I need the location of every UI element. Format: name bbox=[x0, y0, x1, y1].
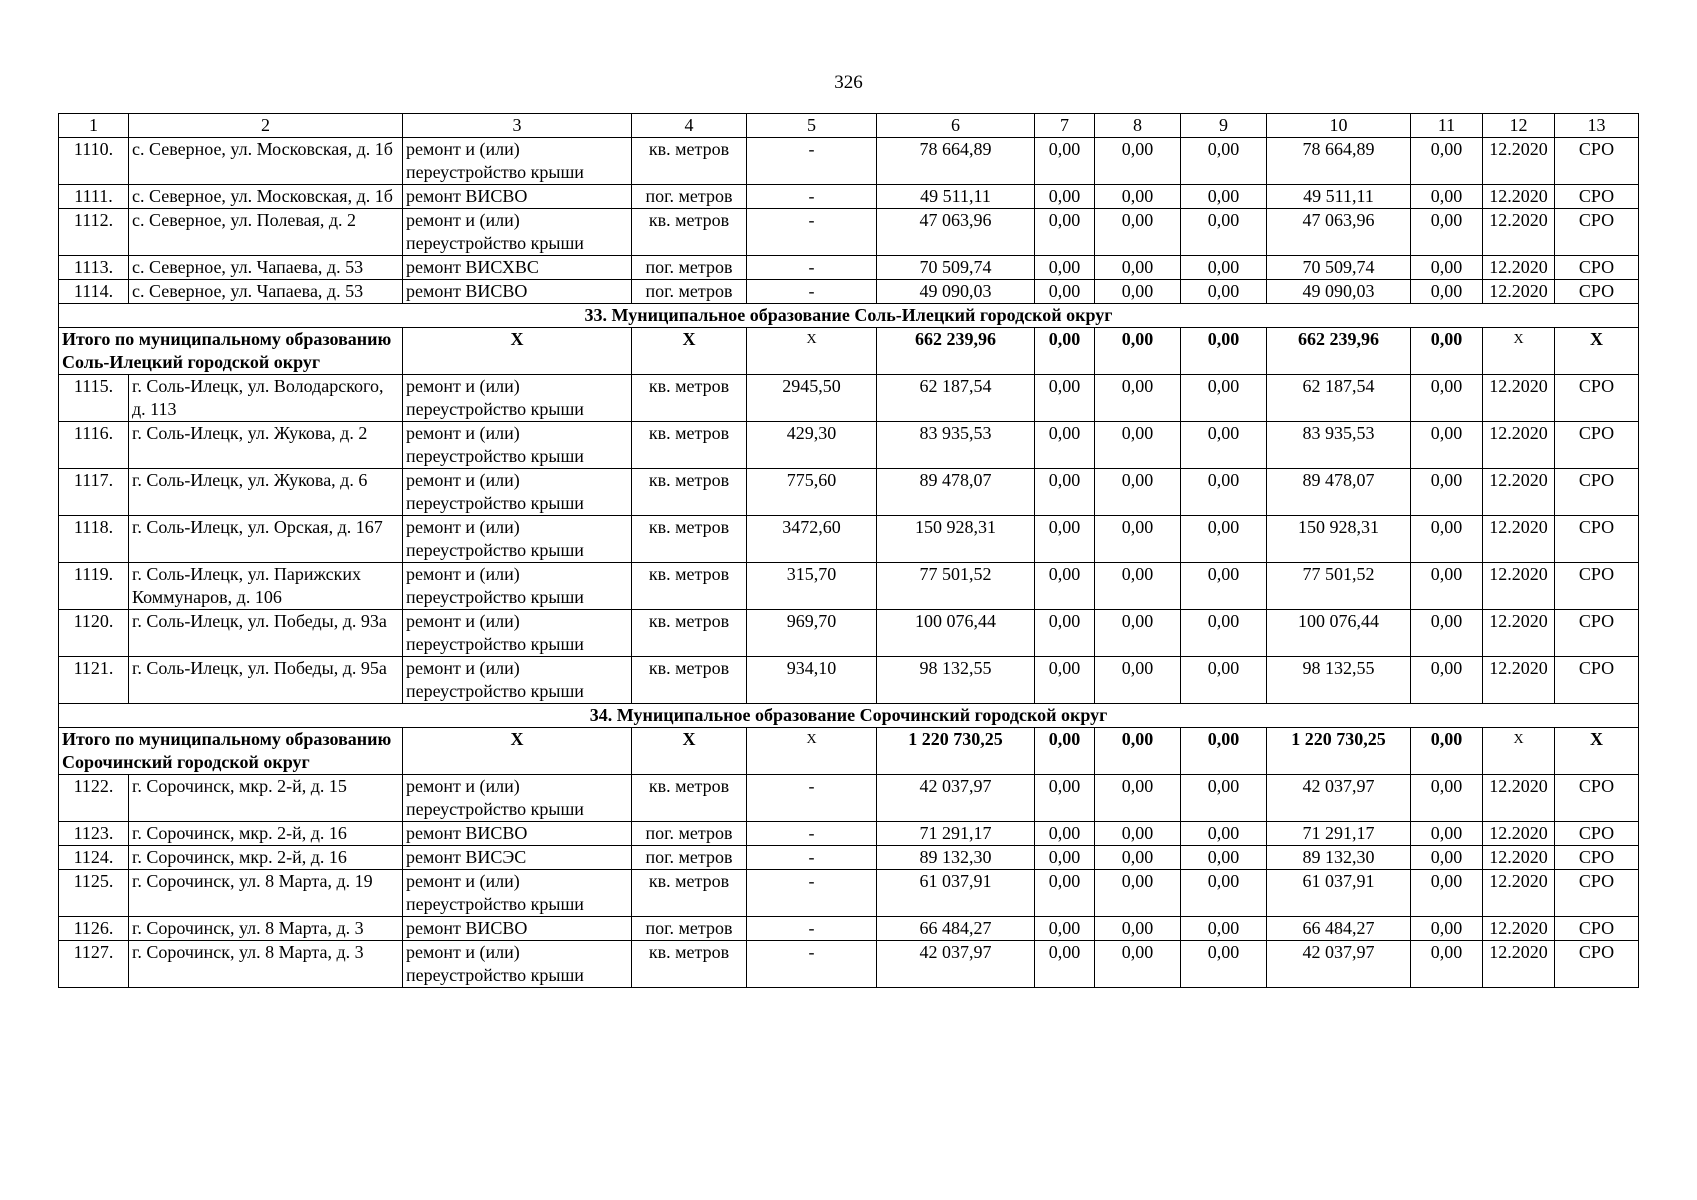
cost-total-cell: 100 076,44 bbox=[877, 610, 1035, 657]
cost-fund-cell: 62 187,54 bbox=[1267, 375, 1411, 422]
table-row bbox=[59, 870, 1639, 917]
cost-fund-cell: 78 664,89 bbox=[1267, 138, 1411, 185]
cost-cell: 0,00 bbox=[1035, 917, 1095, 941]
unit-cell: кв. метров bbox=[632, 516, 747, 563]
unit-cell: кв. метров bbox=[632, 138, 747, 185]
method-cell: СРО bbox=[1555, 846, 1639, 870]
total-cell: 0,00 bbox=[1411, 728, 1483, 775]
cost-cell: 0,00 bbox=[1181, 256, 1267, 280]
quantity-cell: - bbox=[747, 846, 877, 870]
table-row bbox=[59, 469, 1639, 516]
total-cell: X bbox=[747, 728, 877, 775]
cost-cell: 0,00 bbox=[1095, 375, 1181, 422]
cost-cell: 0,00 bbox=[1035, 846, 1095, 870]
row-number: 1119. bbox=[59, 563, 129, 610]
table-row bbox=[59, 775, 1639, 822]
cost-cell: 0,00 bbox=[1035, 563, 1095, 610]
cost-cell: 0,00 bbox=[1035, 209, 1095, 256]
deadline-cell: 12.2020 bbox=[1483, 256, 1555, 280]
cost-cell: 0,00 bbox=[1181, 469, 1267, 516]
cost-total-cell: 78 664,89 bbox=[877, 138, 1035, 185]
column-header: 13 bbox=[1555, 114, 1639, 138]
quantity-cell: - bbox=[747, 209, 877, 256]
address-cell: с. Северное, ул. Московская, д. 1б bbox=[129, 138, 403, 185]
method-cell: СРО bbox=[1555, 516, 1639, 563]
table-row bbox=[59, 422, 1639, 469]
cost-cell: 0,00 bbox=[1035, 185, 1095, 209]
section-heading-row bbox=[59, 704, 1639, 728]
cost-fund-cell: 83 935,53 bbox=[1267, 422, 1411, 469]
cost-cell: 0,00 bbox=[1095, 563, 1181, 610]
cost-fund-cell: 49 511,11 bbox=[1267, 185, 1411, 209]
column-header: 5 bbox=[747, 114, 877, 138]
unit-cell: кв. метров bbox=[632, 469, 747, 516]
cost-cell: 0,00 bbox=[1035, 256, 1095, 280]
row-number: 1112. bbox=[59, 209, 129, 256]
cost-cell: 0,00 bbox=[1035, 280, 1095, 304]
unit-cell: кв. метров bbox=[632, 610, 747, 657]
row-number: 1115. bbox=[59, 375, 129, 422]
method-cell: СРО bbox=[1555, 917, 1639, 941]
table-row bbox=[59, 138, 1639, 185]
cost-cell: 0,00 bbox=[1035, 469, 1095, 516]
table-row bbox=[59, 917, 1639, 941]
address-cell: с. Северное, ул. Чапаева, д. 53 bbox=[129, 280, 403, 304]
quantity-cell: 969,70 bbox=[747, 610, 877, 657]
method-cell: СРО bbox=[1555, 209, 1639, 256]
cost-cell: 0,00 bbox=[1181, 563, 1267, 610]
address-cell: г. Соль-Илецк, ул. Жукова, д. 2 bbox=[129, 422, 403, 469]
section-title: 33. Муниципальное образование Соль-Илецкий городской округ bbox=[59, 304, 1639, 328]
total-cell: X bbox=[403, 328, 632, 375]
cost-cell: 0,00 bbox=[1411, 775, 1483, 822]
cost-cell: 0,00 bbox=[1035, 138, 1095, 185]
cost-fund-cell: 100 076,44 bbox=[1267, 610, 1411, 657]
cost-cell: 0,00 bbox=[1035, 516, 1095, 563]
method-cell: СРО bbox=[1555, 941, 1639, 988]
unit-cell: кв. метров bbox=[632, 209, 747, 256]
row-number: 1110. bbox=[59, 138, 129, 185]
method-cell: СРО bbox=[1555, 563, 1639, 610]
cost-fund-cell: 66 484,27 bbox=[1267, 917, 1411, 941]
cost-cell: 0,00 bbox=[1035, 775, 1095, 822]
address-cell: г. Соль-Илецк, ул. Парижских Коммунаров, д. 106 bbox=[129, 563, 403, 610]
address-cell: с. Северное, ул. Чапаева, д. 53 bbox=[129, 256, 403, 280]
quantity-cell: - bbox=[747, 185, 877, 209]
unit-cell: пог. метров bbox=[632, 846, 747, 870]
address-cell: г. Сорочинск, ул. 8 Марта, д. 19 bbox=[129, 870, 403, 917]
cost-cell: 0,00 bbox=[1181, 516, 1267, 563]
work-type-cell: ремонт и (или) переустройство крыши bbox=[403, 610, 632, 657]
deadline-cell: 12.2020 bbox=[1483, 516, 1555, 563]
row-number: 1123. bbox=[59, 822, 129, 846]
row-number: 1122. bbox=[59, 775, 129, 822]
method-cell: СРО bbox=[1555, 469, 1639, 516]
method-cell: СРО bbox=[1555, 822, 1639, 846]
column-header: 6 bbox=[877, 114, 1035, 138]
cost-cell: 0,00 bbox=[1411, 516, 1483, 563]
table-row bbox=[59, 209, 1639, 256]
work-type-cell: ремонт ВИСВО bbox=[403, 822, 632, 846]
unit-cell: кв. метров bbox=[632, 775, 747, 822]
deadline-cell: 12.2020 bbox=[1483, 917, 1555, 941]
cost-total-cell: 70 509,74 bbox=[877, 256, 1035, 280]
cost-cell: 0,00 bbox=[1411, 941, 1483, 988]
cost-fund-cell: 47 063,96 bbox=[1267, 209, 1411, 256]
total-cell: X bbox=[1555, 328, 1639, 375]
work-type-cell: ремонт и (или) переустройство крыши bbox=[403, 469, 632, 516]
work-type-cell: ремонт и (или) переустройство крыши bbox=[403, 138, 632, 185]
deadline-cell: 12.2020 bbox=[1483, 280, 1555, 304]
cost-fund-cell: 71 291,17 bbox=[1267, 822, 1411, 846]
table-row bbox=[59, 280, 1639, 304]
cost-cell: 0,00 bbox=[1095, 610, 1181, 657]
table-row bbox=[59, 563, 1639, 610]
total-cell: X bbox=[747, 328, 877, 375]
total-cell: 0,00 bbox=[1035, 328, 1095, 375]
total-amount: 662 239,96 bbox=[877, 328, 1035, 375]
table-row bbox=[59, 610, 1639, 657]
cost-cell: 0,00 bbox=[1095, 822, 1181, 846]
cost-cell: 0,00 bbox=[1411, 917, 1483, 941]
unit-cell: кв. метров bbox=[632, 375, 747, 422]
row-number: 1111. bbox=[59, 185, 129, 209]
cost-cell: 0,00 bbox=[1035, 822, 1095, 846]
total-cell: 0,00 bbox=[1411, 328, 1483, 375]
cost-cell: 0,00 bbox=[1095, 422, 1181, 469]
cost-total-cell: 89 478,07 bbox=[877, 469, 1035, 516]
deadline-cell: 12.2020 bbox=[1483, 138, 1555, 185]
work-type-cell: ремонт и (или) переустройство крыши bbox=[403, 563, 632, 610]
cost-fund-cell: 98 132,55 bbox=[1267, 657, 1411, 704]
column-header: 2 bbox=[129, 114, 403, 138]
total-row bbox=[59, 328, 1639, 375]
method-cell: СРО bbox=[1555, 657, 1639, 704]
cost-total-cell: 42 037,97 bbox=[877, 941, 1035, 988]
work-type-cell: ремонт и (или) переустройство крыши bbox=[403, 775, 632, 822]
cost-total-cell: 42 037,97 bbox=[877, 775, 1035, 822]
cost-cell: 0,00 bbox=[1095, 185, 1181, 209]
row-number: 1120. bbox=[59, 610, 129, 657]
section-heading-row bbox=[59, 304, 1639, 328]
total-cell: X bbox=[1483, 328, 1555, 375]
cost-cell: 0,00 bbox=[1181, 846, 1267, 870]
row-number: 1117. bbox=[59, 469, 129, 516]
row-number: 1114. bbox=[59, 280, 129, 304]
cost-total-cell: 71 291,17 bbox=[877, 822, 1035, 846]
cost-cell: 0,00 bbox=[1411, 209, 1483, 256]
address-cell: с. Северное, ул. Полевая, д. 2 bbox=[129, 209, 403, 256]
cost-cell: 0,00 bbox=[1411, 563, 1483, 610]
row-number: 1116. bbox=[59, 422, 129, 469]
section-title: 34. Муниципальное образование Сорочинский городской округ bbox=[59, 704, 1639, 728]
row-number: 1121. bbox=[59, 657, 129, 704]
total-cell: 0,00 bbox=[1181, 328, 1267, 375]
total-cell: X bbox=[632, 728, 747, 775]
cost-total-cell: 98 132,55 bbox=[877, 657, 1035, 704]
cost-cell: 0,00 bbox=[1181, 422, 1267, 469]
method-cell: СРО bbox=[1555, 422, 1639, 469]
deadline-cell: 12.2020 bbox=[1483, 563, 1555, 610]
total-amount: 1 220 730,25 bbox=[877, 728, 1035, 775]
cost-cell: 0,00 bbox=[1095, 209, 1181, 256]
deadline-cell: 12.2020 bbox=[1483, 657, 1555, 704]
cost-fund-cell: 42 037,97 bbox=[1267, 775, 1411, 822]
work-type-cell: ремонт и (или) переустройство крыши bbox=[403, 209, 632, 256]
cost-cell: 0,00 bbox=[1181, 375, 1267, 422]
quantity-cell: - bbox=[747, 941, 877, 988]
quantity-cell: - bbox=[747, 775, 877, 822]
quantity-cell: - bbox=[747, 917, 877, 941]
table-row bbox=[59, 941, 1639, 988]
address-cell: г. Сорочинск, мкр. 2-й, д. 16 bbox=[129, 846, 403, 870]
cost-total-cell: 49 090,03 bbox=[877, 280, 1035, 304]
total-amount: 662 239,96 bbox=[1267, 328, 1411, 375]
cost-cell: 0,00 bbox=[1095, 870, 1181, 917]
column-header: 10 bbox=[1267, 114, 1411, 138]
quantity-cell: 3472,60 bbox=[747, 516, 877, 563]
cost-cell: 0,00 bbox=[1035, 941, 1095, 988]
page-number: 326 bbox=[834, 72, 863, 93]
cost-total-cell: 49 511,11 bbox=[877, 185, 1035, 209]
total-label: Итого по муниципальному образованию Соль-Илецкий городской округ bbox=[59, 328, 403, 375]
work-type-cell: ремонт ВИСХВС bbox=[403, 256, 632, 280]
cost-cell: 0,00 bbox=[1035, 375, 1095, 422]
cost-total-cell: 89 132,30 bbox=[877, 846, 1035, 870]
cost-total-cell: 62 187,54 bbox=[877, 375, 1035, 422]
cost-cell: 0,00 bbox=[1095, 516, 1181, 563]
cost-fund-cell: 89 132,30 bbox=[1267, 846, 1411, 870]
row-number: 1118. bbox=[59, 516, 129, 563]
row-number: 1113. bbox=[59, 256, 129, 280]
table-row bbox=[59, 846, 1639, 870]
work-type-cell: ремонт и (или) переустройство крыши bbox=[403, 657, 632, 704]
cost-cell: 0,00 bbox=[1181, 822, 1267, 846]
unit-cell: кв. метров bbox=[632, 870, 747, 917]
cost-cell: 0,00 bbox=[1035, 422, 1095, 469]
cost-cell: 0,00 bbox=[1411, 469, 1483, 516]
column-header: 3 bbox=[403, 114, 632, 138]
cost-cell: 0,00 bbox=[1035, 610, 1095, 657]
cost-cell: 0,00 bbox=[1181, 941, 1267, 988]
table-row bbox=[59, 256, 1639, 280]
cost-total-cell: 47 063,96 bbox=[877, 209, 1035, 256]
deadline-cell: 12.2020 bbox=[1483, 469, 1555, 516]
quantity-cell: 315,70 bbox=[747, 563, 877, 610]
quantity-cell: - bbox=[747, 822, 877, 846]
method-cell: СРО bbox=[1555, 280, 1639, 304]
address-cell: г. Сорочинск, мкр. 2-й, д. 16 bbox=[129, 822, 403, 846]
total-cell: X bbox=[403, 728, 632, 775]
capital-repair-table bbox=[58, 113, 1639, 988]
deadline-cell: 12.2020 bbox=[1483, 822, 1555, 846]
unit-cell: кв. метров bbox=[632, 422, 747, 469]
deadline-cell: 12.2020 bbox=[1483, 846, 1555, 870]
work-type-cell: ремонт и (или) переустройство крыши bbox=[403, 516, 632, 563]
cost-cell: 0,00 bbox=[1411, 822, 1483, 846]
column-header: 12 bbox=[1483, 114, 1555, 138]
total-cell: 0,00 bbox=[1095, 728, 1181, 775]
unit-cell: пог. метров bbox=[632, 185, 747, 209]
deadline-cell: 12.2020 bbox=[1483, 375, 1555, 422]
total-cell: X bbox=[632, 328, 747, 375]
table-body bbox=[59, 114, 1639, 988]
address-cell: г. Соль-Илецк, ул. Победы, д. 93а bbox=[129, 610, 403, 657]
cost-cell: 0,00 bbox=[1411, 280, 1483, 304]
cost-cell: 0,00 bbox=[1411, 870, 1483, 917]
work-type-cell: ремонт и (или) переустройство крыши bbox=[403, 422, 632, 469]
cost-cell: 0,00 bbox=[1411, 138, 1483, 185]
column-header: 1 bbox=[59, 114, 129, 138]
cost-cell: 0,00 bbox=[1181, 138, 1267, 185]
cost-cell: 0,00 bbox=[1035, 657, 1095, 704]
total-label: Итого по муниципальному образованию Сорочинский городской округ bbox=[59, 728, 403, 775]
column-header: 8 bbox=[1095, 114, 1181, 138]
address-cell: г. Сорочинск, мкр. 2-й, д. 15 bbox=[129, 775, 403, 822]
cost-cell: 0,00 bbox=[1181, 209, 1267, 256]
cost-cell: 0,00 bbox=[1095, 256, 1181, 280]
row-number: 1126. bbox=[59, 917, 129, 941]
cost-cell: 0,00 bbox=[1095, 775, 1181, 822]
row-number: 1127. bbox=[59, 941, 129, 988]
table-row bbox=[59, 375, 1639, 422]
column-number-row bbox=[59, 114, 1639, 138]
deadline-cell: 12.2020 bbox=[1483, 209, 1555, 256]
deadline-cell: 12.2020 bbox=[1483, 870, 1555, 917]
quantity-cell: 2945,50 bbox=[747, 375, 877, 422]
unit-cell: пог. метров bbox=[632, 917, 747, 941]
cost-cell: 0,00 bbox=[1095, 138, 1181, 185]
method-cell: СРО bbox=[1555, 138, 1639, 185]
cost-total-cell: 150 928,31 bbox=[877, 516, 1035, 563]
work-type-cell: ремонт и (или) переустройство крыши bbox=[403, 375, 632, 422]
quantity-cell: 429,30 bbox=[747, 422, 877, 469]
cost-cell: 0,00 bbox=[1181, 917, 1267, 941]
work-type-cell: ремонт ВИСВО bbox=[403, 185, 632, 209]
column-header: 11 bbox=[1411, 114, 1483, 138]
cost-cell: 0,00 bbox=[1411, 422, 1483, 469]
unit-cell: пог. метров bbox=[632, 256, 747, 280]
total-cell: 0,00 bbox=[1095, 328, 1181, 375]
cost-cell: 0,00 bbox=[1181, 657, 1267, 704]
cost-cell: 0,00 bbox=[1411, 185, 1483, 209]
total-cell: X bbox=[1555, 728, 1639, 775]
cost-total-cell: 61 037,91 bbox=[877, 870, 1035, 917]
deadline-cell: 12.2020 bbox=[1483, 775, 1555, 822]
quantity-cell: 775,60 bbox=[747, 469, 877, 516]
cost-fund-cell: 150 928,31 bbox=[1267, 516, 1411, 563]
cost-cell: 0,00 bbox=[1181, 775, 1267, 822]
unit-cell: кв. метров bbox=[632, 563, 747, 610]
quantity-cell: - bbox=[747, 280, 877, 304]
cost-fund-cell: 49 090,03 bbox=[1267, 280, 1411, 304]
method-cell: СРО bbox=[1555, 870, 1639, 917]
deadline-cell: 12.2020 bbox=[1483, 422, 1555, 469]
work-type-cell: ремонт и (или) переустройство крыши bbox=[403, 870, 632, 917]
row-number: 1125. bbox=[59, 870, 129, 917]
quantity-cell: 934,10 bbox=[747, 657, 877, 704]
cost-cell: 0,00 bbox=[1181, 610, 1267, 657]
unit-cell: кв. метров bbox=[632, 941, 747, 988]
address-cell: с. Северное, ул. Московская, д. 1б bbox=[129, 185, 403, 209]
total-cell: X bbox=[1483, 728, 1555, 775]
method-cell: СРО bbox=[1555, 610, 1639, 657]
total-cell: 0,00 bbox=[1035, 728, 1095, 775]
cost-cell: 0,00 bbox=[1095, 917, 1181, 941]
address-cell: г. Соль-Илецк, ул. Жукова, д. 6 bbox=[129, 469, 403, 516]
cost-total-cell: 83 935,53 bbox=[877, 422, 1035, 469]
address-cell: г. Соль-Илецк, ул. Володарского, д. 113 bbox=[129, 375, 403, 422]
cost-cell: 0,00 bbox=[1095, 846, 1181, 870]
cost-fund-cell: 61 037,91 bbox=[1267, 870, 1411, 917]
cost-fund-cell: 89 478,07 bbox=[1267, 469, 1411, 516]
unit-cell: пог. метров bbox=[632, 280, 747, 304]
method-cell: СРО bbox=[1555, 375, 1639, 422]
address-cell: г. Соль-Илецк, ул. Победы, д. 95а bbox=[129, 657, 403, 704]
quantity-cell: - bbox=[747, 256, 877, 280]
total-row bbox=[59, 728, 1639, 775]
unit-cell: кв. метров bbox=[632, 657, 747, 704]
cost-cell: 0,00 bbox=[1411, 657, 1483, 704]
unit-cell: пог. метров bbox=[632, 822, 747, 846]
row-number: 1124. bbox=[59, 846, 129, 870]
cost-cell: 0,00 bbox=[1035, 870, 1095, 917]
cost-cell: 0,00 bbox=[1095, 657, 1181, 704]
cost-total-cell: 66 484,27 bbox=[877, 917, 1035, 941]
table-row bbox=[59, 822, 1639, 846]
cost-cell: 0,00 bbox=[1095, 941, 1181, 988]
work-type-cell: ремонт ВИСЭС bbox=[403, 846, 632, 870]
cost-fund-cell: 77 501,52 bbox=[1267, 563, 1411, 610]
method-cell: СРО bbox=[1555, 775, 1639, 822]
column-header: 9 bbox=[1181, 114, 1267, 138]
cost-cell: 0,00 bbox=[1181, 185, 1267, 209]
quantity-cell: - bbox=[747, 138, 877, 185]
cost-cell: 0,00 bbox=[1411, 256, 1483, 280]
deadline-cell: 12.2020 bbox=[1483, 610, 1555, 657]
cost-cell: 0,00 bbox=[1181, 280, 1267, 304]
cost-fund-cell: 42 037,97 bbox=[1267, 941, 1411, 988]
total-cell: 0,00 bbox=[1181, 728, 1267, 775]
total-amount: 1 220 730,25 bbox=[1267, 728, 1411, 775]
table-row bbox=[59, 185, 1639, 209]
address-cell: г. Сорочинск, ул. 8 Марта, д. 3 bbox=[129, 941, 403, 988]
cost-cell: 0,00 bbox=[1095, 469, 1181, 516]
method-cell: СРО bbox=[1555, 256, 1639, 280]
table-row bbox=[59, 516, 1639, 563]
work-type-cell: ремонт ВИСВО bbox=[403, 917, 632, 941]
column-header: 4 bbox=[632, 114, 747, 138]
cost-cell: 0,00 bbox=[1411, 610, 1483, 657]
cost-cell: 0,00 bbox=[1181, 870, 1267, 917]
work-type-cell: ремонт и (или) переустройство крыши bbox=[403, 941, 632, 988]
column-header: 7 bbox=[1035, 114, 1095, 138]
cost-cell: 0,00 bbox=[1411, 846, 1483, 870]
address-cell: г. Соль-Илецк, ул. Орская, д. 167 bbox=[129, 516, 403, 563]
cost-cell: 0,00 bbox=[1411, 375, 1483, 422]
cost-total-cell: 77 501,52 bbox=[877, 563, 1035, 610]
quantity-cell: - bbox=[747, 870, 877, 917]
method-cell: СРО bbox=[1555, 185, 1639, 209]
deadline-cell: 12.2020 bbox=[1483, 941, 1555, 988]
address-cell: г. Сорочинск, ул. 8 Марта, д. 3 bbox=[129, 917, 403, 941]
deadline-cell: 12.2020 bbox=[1483, 185, 1555, 209]
work-type-cell: ремонт ВИСВО bbox=[403, 280, 632, 304]
table-row bbox=[59, 657, 1639, 704]
cost-fund-cell: 70 509,74 bbox=[1267, 256, 1411, 280]
cost-cell: 0,00 bbox=[1095, 280, 1181, 304]
